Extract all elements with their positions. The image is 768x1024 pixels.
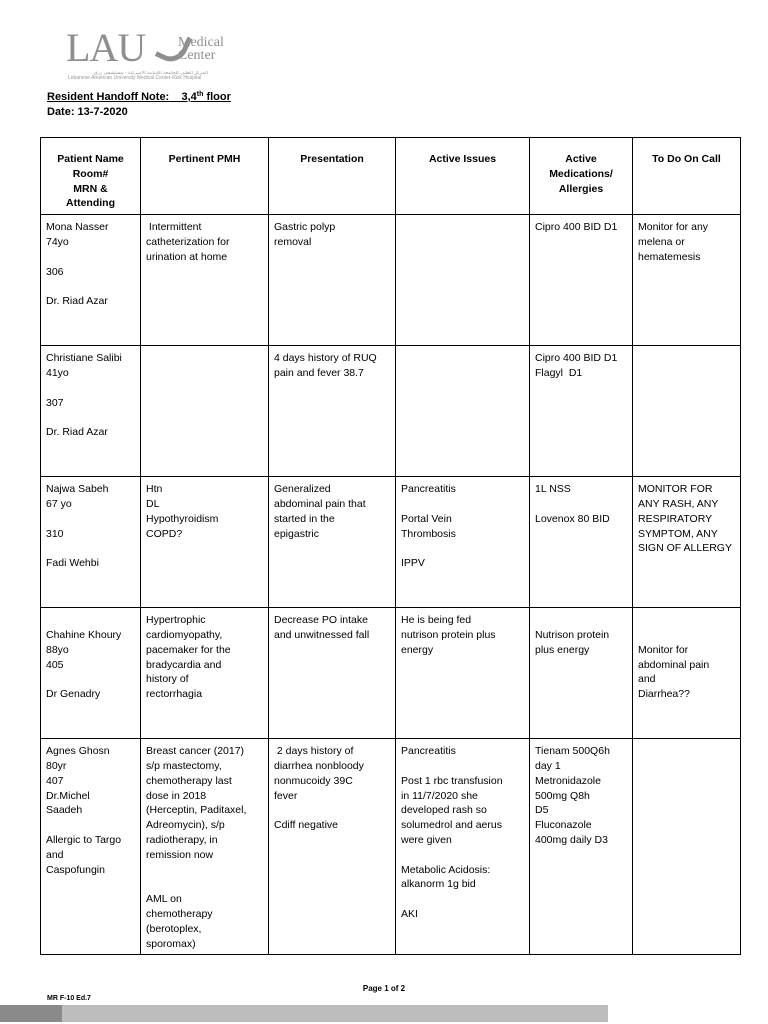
table-row	[41, 739, 741, 955]
cell-patient: Agnes Ghosn 80yr 407 Dr.Michel Saadeh Allergic to Targo and Caspofungin	[41, 739, 141, 955]
table-row	[41, 215, 741, 346]
cell-presentation: 4 days history of RUQ pain and fever 38.7	[269, 346, 396, 477]
cell-presentation: 2 days history of diarrhea nonbloody nonmucoidy 39C fever Cdiff negative	[269, 739, 396, 955]
cell-pmh	[141, 346, 269, 477]
cell-todo: Monitor for abdominal pain and Diarrhea??	[633, 608, 741, 739]
cell-medications: Cipro 400 BID D1	[530, 215, 633, 346]
handoff-table	[40, 137, 741, 955]
cell-active-issues: Pancreatitis Portal Vein Thrombosis IPPV	[396, 477, 530, 608]
table-row	[41, 477, 741, 608]
cell-patient: Najwa Sabeh 67 yo 310 Fadi Wehbi	[41, 477, 141, 608]
cell-active-issues: Pancreatitis Post 1 rbc transfusion in 11/7/2020 she developed rash so solumedrol and aerus were given Metabolic Acidosis: alkanorm 1g bid AKI	[396, 739, 530, 955]
table-row	[41, 608, 741, 739]
column-header-todo: To Do On Call	[633, 138, 741, 215]
cell-pmh: Intermittent catheterization for urination at home	[141, 215, 269, 346]
column-header-presentation: Presentation	[269, 138, 396, 215]
cell-todo: Monitor for any melena or hematemesis	[633, 215, 741, 346]
logo-tagline	[68, 71, 208, 81]
column-header-medications: Active Medications/ Allergies	[530, 138, 633, 215]
cell-active-issues	[396, 346, 530, 477]
cell-todo: MONITOR FOR ANY RASH, ANY RESPIRATORY SYMPTOM, ANY SIGN OF ALLERGY	[633, 477, 741, 608]
column-header-active-issues: Active Issues	[396, 138, 530, 215]
column-header-patient: Patient Name Room# MRN & Attending	[41, 138, 141, 215]
footer-bar-light	[62, 1005, 608, 1022]
note-title: Resident Handoff Note: 3,4th floor	[47, 91, 231, 103]
cell-medications: Nutrison protein plus energy	[530, 608, 633, 739]
logo-tagline-arabic: المركز الطبي للجامعة اللبنانية الأميركية - مستشفى رزق	[93, 71, 208, 76]
lau-logo	[66, 25, 224, 82]
cell-presentation: Gastric polyp removal	[269, 215, 396, 346]
cell-pmh: Breast cancer (2017) s/p mastectomy, chemotherapy last dose in 2018 (Herceptin, Paditaxel, Adreomycin), s/p radiotherapy, in remission now AML on chemotherapy (berotoplex, sporomax)	[141, 739, 269, 955]
logo-tagline-english: Lebanese American University Medical Center-Rizk Hospital	[68, 75, 202, 81]
cell-pmh: Htn DL Hypothyroidism COPD?	[141, 477, 269, 608]
cell-active-issues: He is being fed nutrison protein plus energy	[396, 608, 530, 739]
logo-medical-center: Medical Center	[178, 35, 224, 63]
logo-wordmark: LAU	[66, 25, 146, 70]
cell-medications: Tienam 500Q6h day 1 Metronidazole 500mg Q8h D5 Fluconazole 400mg daily D3	[530, 739, 633, 955]
cell-medications: 1L NSS Lovenox 80 BID	[530, 477, 633, 608]
cell-todo	[633, 346, 741, 477]
column-header-pmh: Pertinent PMH	[141, 138, 269, 215]
cell-active-issues	[396, 215, 530, 346]
form-code: MR F-10 Ed.7	[47, 995, 91, 1002]
footer-bar-dark	[0, 1005, 62, 1022]
cell-pmh: Hypertrophic cardiomyopathy, pacemaker for the bradycardia and history of rectorrhagia	[141, 608, 269, 739]
cell-presentation: Generalized abdominal pain that started in the epigastric	[269, 477, 396, 608]
note-header	[47, 90, 231, 120]
cell-medications: Cipro 400 BID D1 Flagyl D1	[530, 346, 633, 477]
table-header-row	[41, 138, 741, 215]
table-row	[41, 346, 741, 477]
page-number: Page 1 of 2	[362, 984, 406, 993]
cell-patient: Mona Nasser 74yo 306 Dr. Riad Azar	[41, 215, 141, 346]
cell-patient: Chahine Khoury 88yo 405 Dr Genadry	[41, 608, 141, 739]
note-date: Date: 13-7-2020	[47, 106, 128, 118]
cell-patient: Christiane Salibi 41yo 307 Dr. Riad Azar	[41, 346, 141, 477]
cell-todo	[633, 739, 741, 955]
cell-presentation: Decrease PO intake and unwitnessed fall	[269, 608, 396, 739]
